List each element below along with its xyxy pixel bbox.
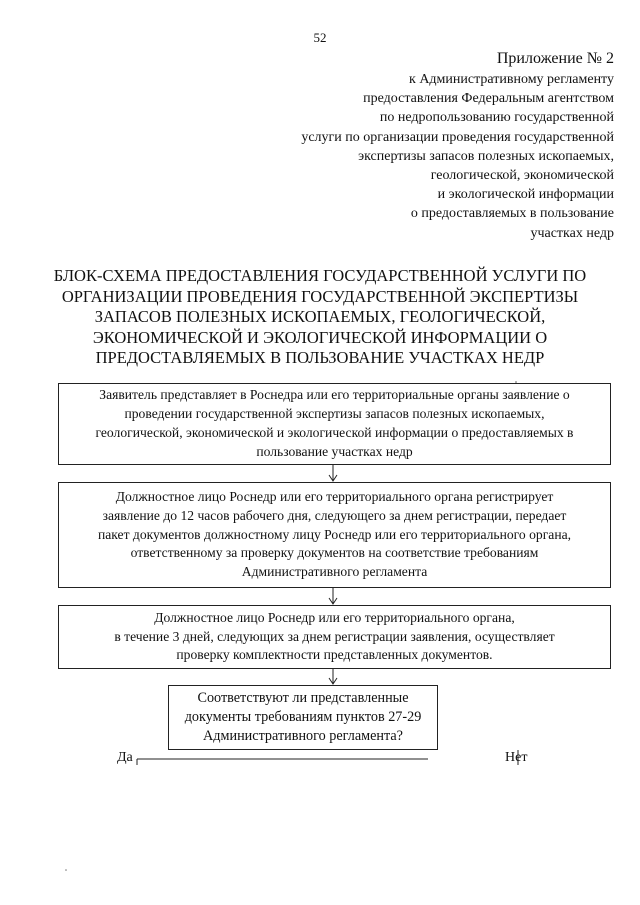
flow-decision: [168, 685, 438, 750]
heading-line: ЭКОНОМИЧЕСКОЙ И ЭКОЛОГИЧЕСКОЙ ИНФОРМАЦИИ О: [92, 327, 548, 347]
step-text-line: пользование участках недр: [256, 443, 413, 459]
appendix-line: предоставления Федеральным агентством: [363, 91, 614, 107]
heading-line: ПРЕДОСТАВЛЯЕМЫХ В ПОЛЬЗОВАНИЕ УЧАСТКАХ НЕДР: [95, 348, 545, 367]
step-text-line: Заявитель представляет в Роснедра или его территориальные органы заявление о: [99, 387, 570, 403]
step-text-line: в течение 3 дней, следующих за днем регистрации заявления, осуществляет: [114, 628, 555, 644]
step-text-line: геологической, экономической и экологической информации о предоставляемых в: [95, 425, 574, 440]
appendix-line: экспертизы запасов полезных ископаемых,: [358, 148, 614, 164]
appendix-line: Приложение № 2: [496, 50, 614, 67]
branch-label-no: Нет: [505, 750, 528, 765]
decision-text-line: документы требованиям пунктов 27-29: [184, 709, 422, 726]
appendix-line: к Административному регламенту: [409, 72, 614, 87]
step-text-line: заявление до 12 часов рабочего дня, следующего за днем регистрации, передает: [102, 507, 567, 523]
heading-line: ЗАПАСОВ ПОЛЕЗНЫХ ИСКОПАЕМЫХ, ГЕОЛОГИЧЕСКОЙ,: [94, 307, 546, 326]
scan-speck: [65, 869, 67, 871]
heading-line: БЛОК-СХЕМА ПРЕДОСТАВЛЕНИЯ ГОСУДАРСТВЕННОЙ УСЛУГИ ПО: [53, 266, 587, 285]
decision-text-line: Соответствуют ли представленные: [197, 690, 409, 707]
appendix-line: геологической, экономической: [430, 168, 614, 184]
step-text-line: Должностное лицо Роснедр или его территориального органа регистрирует: [115, 489, 554, 504]
step-text-line: Административного регламента: [241, 564, 428, 580]
step-text-line: проверку комплектности представленных документов.: [176, 647, 493, 663]
step-text-line: Должностное лицо Роснедр или его территориального органа,: [154, 609, 515, 625]
appendix-line: участках недр: [530, 225, 614, 241]
step-text-line: пакет документов должностному лицу Роснедр или его территориального органа,: [97, 526, 572, 542]
appendix-line: услуги по организации проведения государственной: [301, 129, 614, 145]
appendix-line: по недропользованию государственной: [379, 110, 614, 126]
page-number: 52: [313, 30, 327, 45]
branch-label-yes: Да: [117, 750, 133, 765]
heading-line: ОРГАНИЗАЦИИ ПРОВЕДЕНИЯ ГОСУДАРСТВЕННОЙ ЭКСПЕРТИЗЫ: [61, 286, 579, 306]
decision-text-line: Административного регламента?: [203, 727, 403, 744]
appendix-line: и экологической информации: [437, 187, 614, 203]
step-text-line: проведении государственной экспертизы запасов полезных ископаемых,: [124, 406, 545, 422]
flow-step-application: [58, 383, 611, 465]
flow-step-completeness-check: [58, 605, 611, 669]
appendix-line: о предоставляемых в пользование: [410, 206, 614, 222]
step-text-line: ответственному за проверку документов на соответствие требованиям: [130, 545, 539, 561]
flow-step-registration: [58, 482, 611, 588]
